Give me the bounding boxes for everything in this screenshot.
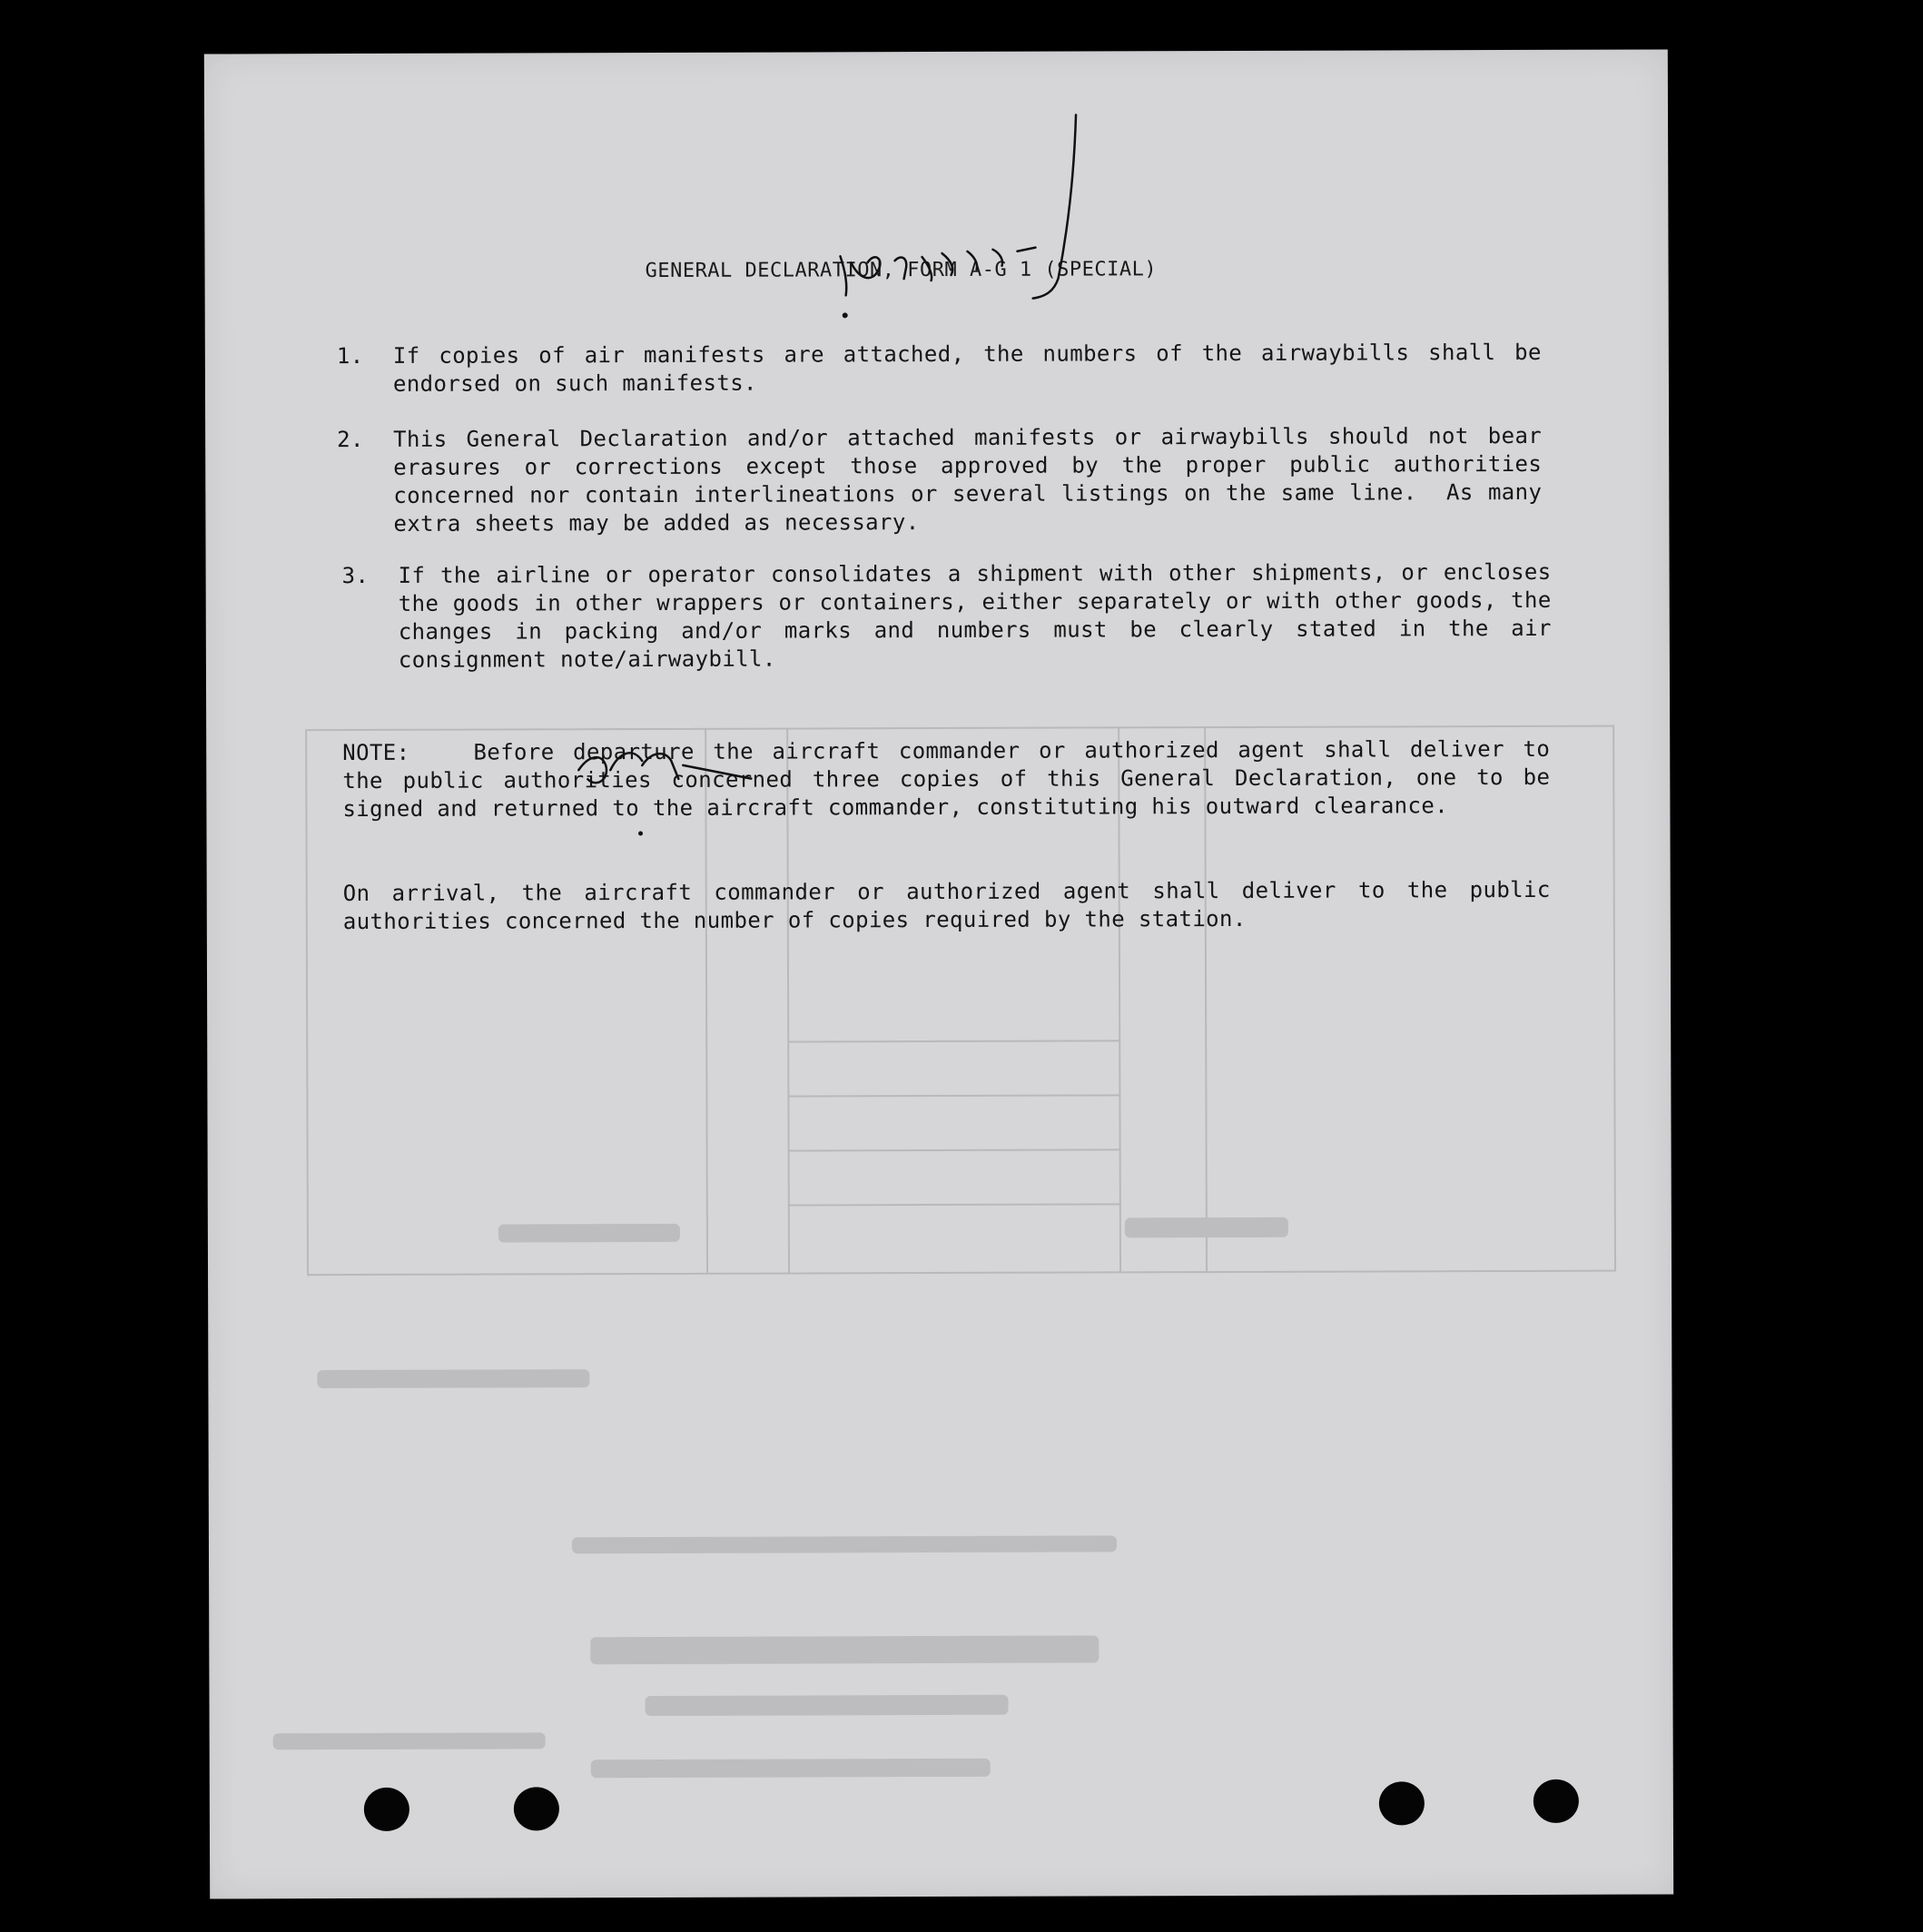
- punch-hole: [514, 1787, 559, 1830]
- show-through-background: [204, 49, 1673, 1898]
- form-title: GENERAL DECLARATION, FORM A-G 1 (SPECIAL): [645, 258, 1158, 283]
- item-number: 2.: [337, 426, 364, 453]
- punch-hole: [364, 1788, 409, 1831]
- item-number: 1.: [336, 342, 364, 370]
- note-label: NOTE:: [342, 739, 410, 766]
- item-text: This General Declaration and/or attached manifests or airwaybills should not bear erasures or corrections except those approved by the proper public authorities concerned nor contain interlineations or several listings on the same line. As many extra sheets may be added as necessary.: [393, 422, 1556, 537]
- instruction-item-3: [341, 558, 1565, 680]
- arrival-note: On arrival, the aircraft commander or authorized agent shall deliver to the public authorities concerned the number of copies required by the station.: [342, 876, 1551, 935]
- item-text: If the airline or operator consolidates a shipment with other shipments, or encloses the goods in other wrappers or containers, either separately or with other goods, the changes in packing and/or marks and numbers must be clearly stated in the air consignment note/airwaybill.: [398, 558, 1565, 673]
- handwritten-marks: [204, 49, 1673, 1898]
- punch-hole: [1379, 1781, 1425, 1825]
- item-text: If copies of air manifests are attached, the numbers of the airwaybills shall be endorsed on such manifests.: [392, 339, 1555, 397]
- departure-note: [342, 735, 1550, 823]
- instruction-item-2: [337, 422, 1556, 544]
- note-text: Before departure the aircraft commander or authorized agent shall deliver to the public authorities concerned three copies of this General Declaration, one to be signed and returned to the aircraft commander, constituting his outward clearance.: [342, 735, 1551, 823]
- document-page: [204, 49, 1673, 1898]
- item-number: 3.: [341, 562, 370, 589]
- punch-hole: [1533, 1779, 1579, 1823]
- instruction-item-1: [336, 339, 1555, 406]
